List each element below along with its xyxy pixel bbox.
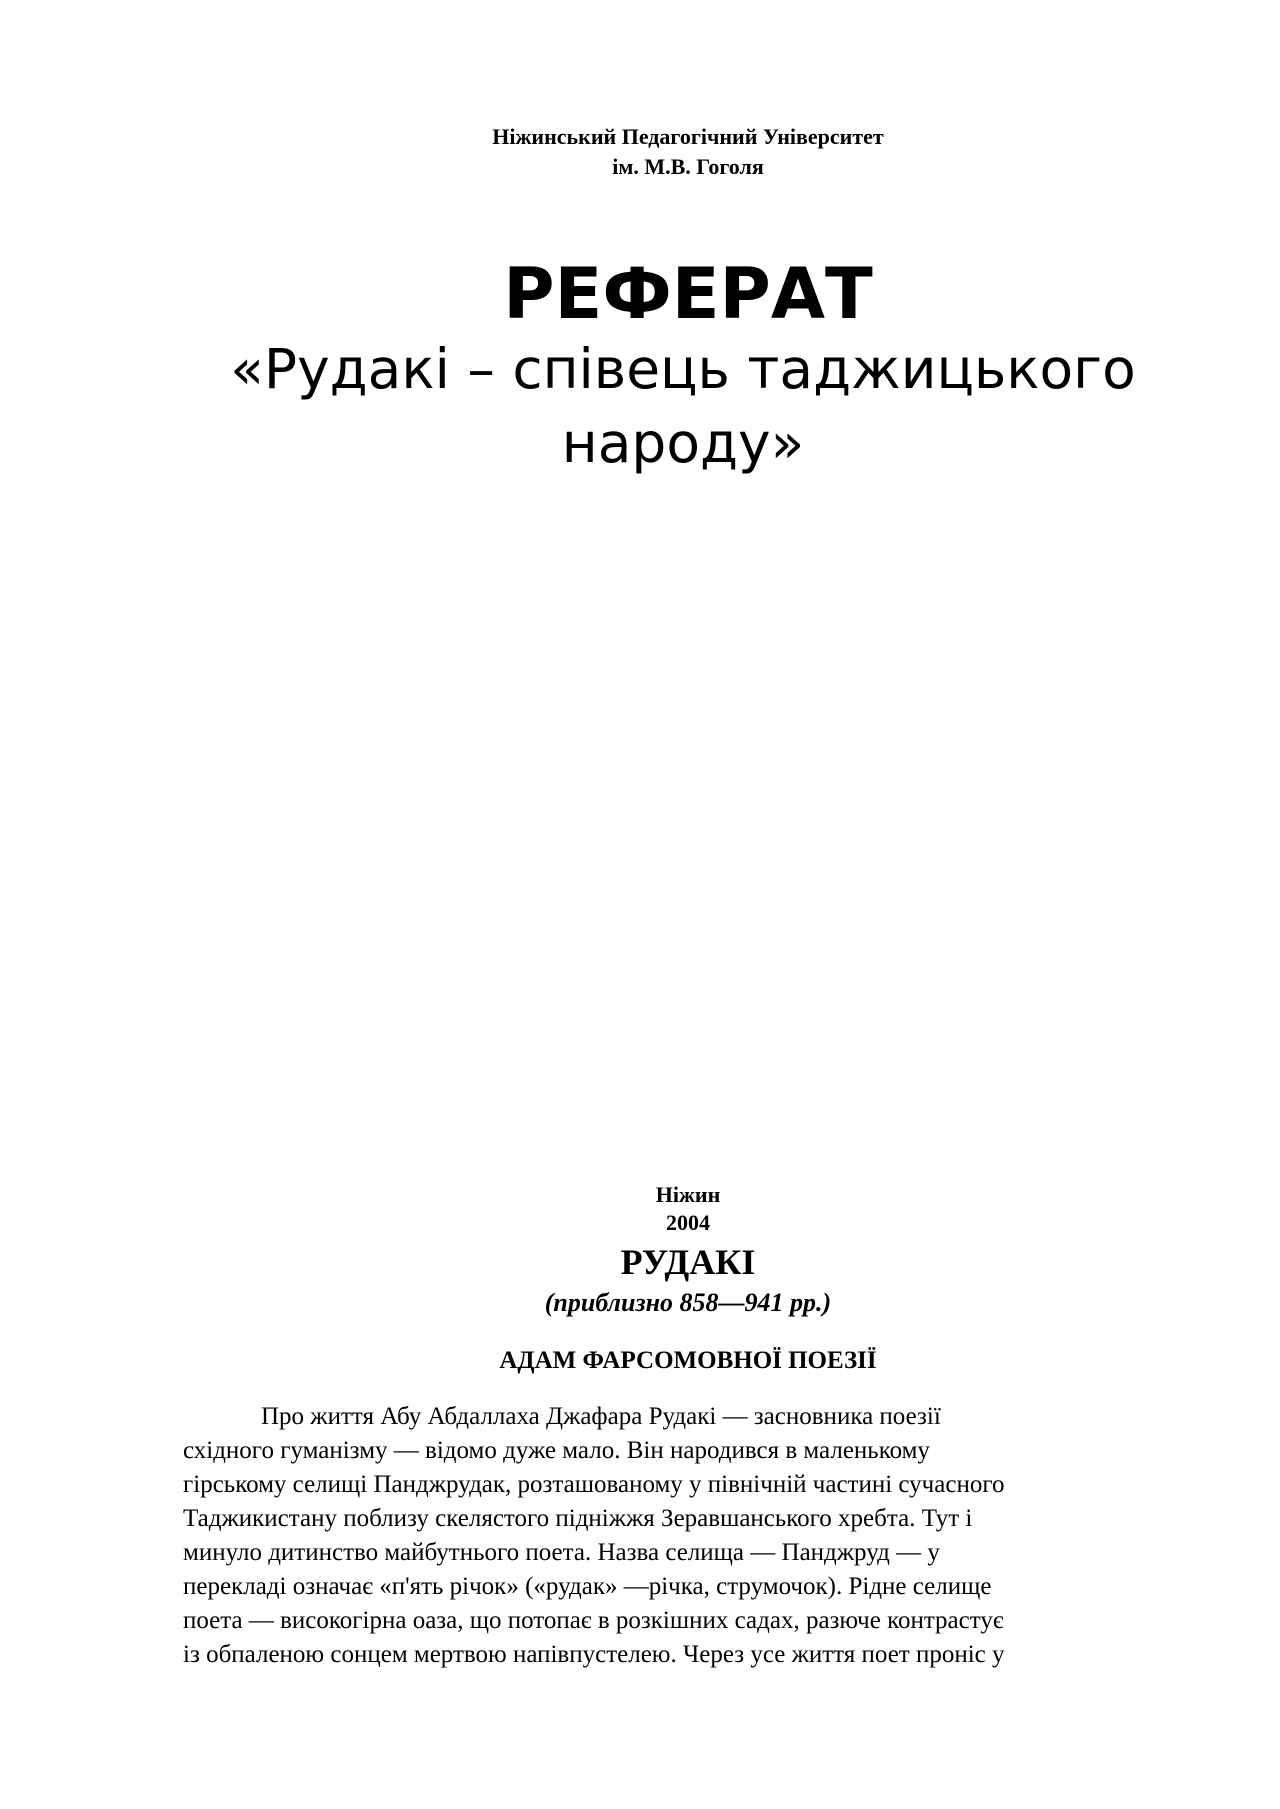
paragraph-line: східного гуманізму — відомо дуже мало. Він народився в маленькому [183,1437,930,1464]
paragraph-line: із обпаленою сонцем мертвою напівпустелею. Через усе життя поет проніс у [183,1641,1005,1668]
year: 2004 [666,1210,710,1235]
paragraph-line: гірському селищі Панджрудак, розташованому у північній частині сучасного [183,1471,1005,1498]
section-subheading: АДАМ ФАРСОМОВНОЇ ПОЕЗІЇ [499,1347,877,1374]
essay-topic-line: «Рудакі – співець таджицького [230,337,1136,401]
university-namesake: ім. М.В. Гоголя [612,154,764,179]
document-type-title: РЕФЕРАТ [503,253,873,335]
essay-topic [170,332,1196,480]
paragraph-line: перекладі означає «п'ять річок» («рудак» —річка, струмочок). Рідне селище [183,1573,992,1600]
place-and-year [0,1181,1280,1237]
paragraph-line: Таджикистану поблизу скелястого підніжжя Зеравшанського хребта. Тут і [183,1505,973,1532]
paragraph-line: Про життя Абу Абдаллаха Джафара Рудакі — засновника поезії [261,1403,941,1430]
paragraph-line: минуло дитинство майбутнього поета. Назва селища — Панджруд — у [183,1539,940,1566]
city: Ніжин [655,1182,721,1207]
section-heading: РУДАКІ [620,1242,756,1282]
university-header [0,122,1280,182]
life-dates: (приблизно 858—941 рр.) [544,1288,832,1317]
university-name: Ніжинський Педагогічний Університет [492,124,884,149]
body-paragraph [183,1400,1183,1672]
essay-topic-line: народу» [561,411,805,475]
paragraph-line: поета — високогірна оаза, що потопає в розкішних садах, разюче контрастує [183,1607,1004,1634]
